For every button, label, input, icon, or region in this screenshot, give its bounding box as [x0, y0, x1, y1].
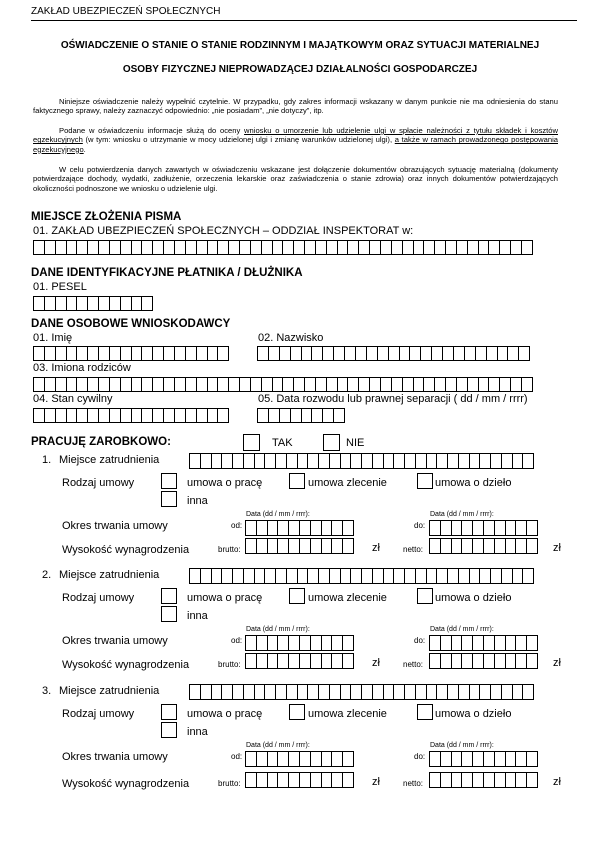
char-box[interactable] — [526, 520, 538, 536]
gross-currency: zł — [372, 657, 380, 669]
char-box[interactable] — [342, 653, 354, 669]
workplace-input[interactable] — [190, 568, 534, 584]
net-salary-input[interactable] — [430, 538, 538, 554]
contract-mandate-label: umowa zlecenie — [308, 708, 387, 720]
char-box[interactable] — [342, 520, 354, 536]
net-label: netto: — [403, 779, 424, 788]
contract-type-label: Rodzaj umowy — [62, 592, 135, 604]
contract-mandate-label: umowa zlecenie — [308, 477, 387, 489]
char-box[interactable] — [521, 240, 533, 255]
contract-mandate-label: umowa zlecenie — [308, 592, 387, 604]
date-from-label: od: — [231, 752, 243, 761]
pesel-label: 01. PESEL — [33, 281, 87, 293]
entry-number: 2. — [42, 569, 52, 581]
date-hint-to: Data (dd / mm / rrrr): — [430, 511, 494, 518]
char-box[interactable] — [342, 751, 354, 767]
salary-label: Wysokość wynagrodzenia — [62, 659, 190, 671]
gross-label: brutto: — [218, 545, 241, 554]
date-hint-to: Data (dd / mm / rrrr): — [430, 626, 494, 633]
entry-number: 1. — [42, 454, 52, 466]
char-box[interactable] — [526, 772, 538, 788]
salary-label: Wysokość wynagrodzenia — [62, 544, 190, 556]
char-box[interactable] — [521, 377, 533, 392]
date-from-input[interactable] — [246, 520, 354, 536]
intro-paragraph-2: Podane w oświadczeniu informacje służą do oceny wniosku o umorzenie lub udzielenie ulgi w spłacie należności z tytułu składek i kosztów egzekucyjnych (w tym: wniosku o utrzymanie w mocy udzielonej ulgi i zmianę warunków udzielonej ulgi), a także w ramach prowadzonego postępowania egzekucyjnego. — [33, 126, 558, 154]
employment-heading: PRACUJĘ ZAROBKOWO: — [31, 436, 171, 448]
net-currency: zł — [553, 657, 561, 669]
last-name-input[interactable] — [258, 346, 530, 361]
contract-specific-work-label: umowa o dzieło — [435, 592, 512, 604]
entry-number: 3. — [42, 685, 52, 697]
payer-section-heading: DANE IDENTYFIKACYJNE PŁATNIKA / DŁUŻNIKA — [31, 267, 303, 279]
date-to-input[interactable] — [430, 520, 538, 536]
contract-specific-work-checkbox[interactable] — [417, 473, 433, 489]
contract-other-checkbox[interactable] — [161, 491, 177, 507]
contract-employment-label: umowa o pracę — [187, 477, 263, 489]
place-section-heading: MIEJSCE ZŁOŻENIA PISMA — [31, 211, 182, 223]
char-box[interactable] — [522, 568, 534, 584]
char-box[interactable] — [217, 408, 229, 423]
contract-other-checkbox[interactable] — [161, 606, 177, 622]
date-hint-from: Data (dd / mm / rrrr): — [246, 742, 310, 749]
date-to-label: do: — [414, 521, 426, 530]
date-hint-from: Data (dd / mm / rrrr): — [246, 626, 310, 633]
header-divider — [31, 20, 577, 21]
inspectorate-label: 01. ZAKŁAD UBEZPIECZEŃ SPOŁECZNYCH – ODDZIAŁ INSPEKTORAT w: — [33, 225, 414, 237]
net-label: netto: — [403, 545, 424, 554]
contract-specific-work-label: umowa o dzieło — [435, 477, 512, 489]
contract-employment-label: umowa o pracę — [187, 592, 263, 604]
form-title-line2: OSOBY FIZYCZNEJ NIEPROWADZĄCEJ DZIAŁALNOŚCI GOSPODARCZEJ — [122, 64, 478, 75]
intro-paragraph-3: W celu potwierdzenia danych zawartych w oświadczeniu wskazane jest dołączenie dokumentów obrazujących sytuację materialną (dokumenty potwierdzające dochody, wydatki, zadłużenie, orzeczenia lekarskie oraz zaświadczenia o stanie zdrowia) oraz innych dokumentów potwierdzających okoliczności podnoszone we wniosku o udzielenie ulgi. — [33, 165, 558, 193]
salary-label: Wysokość wynagrodzenia — [62, 778, 190, 790]
date-hint-from: Data (dd / mm / rrrr): — [246, 511, 310, 518]
contract-employment-label: umowa o pracę — [187, 708, 263, 720]
char-box[interactable] — [526, 751, 538, 767]
contract-specific-work-checkbox[interactable] — [417, 704, 433, 720]
contract-type-label: Rodzaj umowy — [62, 477, 135, 489]
char-box[interactable] — [522, 684, 534, 700]
contract-other-label: inna — [187, 726, 208, 738]
gross-salary-input[interactable] — [246, 538, 354, 554]
char-box[interactable] — [217, 346, 229, 361]
date-to-label: do: — [414, 752, 426, 761]
contract-specific-work-checkbox[interactable] — [417, 588, 433, 604]
contract-other-label: inna — [187, 610, 208, 622]
gross-salary-input[interactable] — [246, 653, 354, 669]
civil-status-input[interactable] — [34, 408, 229, 423]
net-currency: zł — [553, 776, 561, 788]
employed-yes-label: TAK — [272, 437, 293, 449]
contract-other-label: inna — [187, 495, 208, 507]
net-label: netto: — [403, 660, 424, 669]
first-name-label: 01. Imię — [33, 332, 73, 344]
contract-employment-checkbox[interactable] — [161, 704, 177, 720]
workplace-label: Miejsce zatrudnienia — [59, 569, 160, 581]
gross-label: brutto: — [218, 779, 241, 788]
institution-header: ZAKŁAD UBEZPIECZEŃ SPOŁECZNYCH — [31, 6, 221, 17]
net-currency: zł — [553, 542, 561, 554]
char-box[interactable] — [141, 296, 153, 311]
contract-employment-checkbox[interactable] — [161, 473, 177, 489]
workplace-label: Miejsce zatrudnienia — [59, 685, 160, 697]
char-box[interactable] — [526, 635, 538, 651]
net-salary-input[interactable] — [430, 772, 538, 788]
char-box[interactable] — [342, 538, 354, 554]
date-from-input[interactable] — [246, 635, 354, 651]
contract-period-label: Okres trwania umowy — [62, 751, 168, 763]
parents-names-input[interactable] — [34, 377, 533, 392]
char-box[interactable] — [342, 635, 354, 651]
divorce-date-input[interactable] — [258, 408, 345, 423]
employed-no-checkbox[interactable] — [323, 434, 340, 451]
date-to-input[interactable] — [430, 751, 538, 767]
date-from-input[interactable] — [246, 751, 354, 767]
char-box[interactable] — [333, 408, 345, 423]
char-box[interactable] — [518, 346, 530, 361]
gross-currency: zł — [372, 776, 380, 788]
date-to-input[interactable] — [430, 635, 538, 651]
parents-names-label: 03. Imiona rodziców — [33, 362, 131, 374]
contract-other-checkbox[interactable] — [161, 722, 177, 738]
date-hint-to: Data (dd / mm / rrrr): — [430, 742, 494, 749]
contract-mandate-checkbox[interactable] — [289, 588, 305, 604]
contract-mandate-checkbox[interactable] — [289, 473, 305, 489]
divorce-date-label: 05. Data rozwodu lub prawnej separacji ( dd / mm / rrrr) — [258, 393, 528, 405]
intro-paragraph-1: Niniejsze oświadczenie należy wypełnić czytelnie. W przypadku, gdy zakres informacji wskazany w danym punkcie nie ma odniesienia do stanu faktycznego sprawy, należy zaznaczyć odpowiednio: „nie posiadam”, „nie dotyczy”, itp. — [33, 97, 558, 116]
last-name-label: 02. Nazwisko — [258, 332, 324, 344]
inspectorate-input[interactable] — [34, 240, 533, 255]
contract-period-label: Okres trwania umowy — [62, 520, 168, 532]
form-title-line1: OŚWIADCZENIE O STANIE O STANIE RODZINNYM I MAJĄTKOWYM ORAZ SYTUACJI MATERIALNEJ — [60, 40, 540, 51]
char-box[interactable] — [526, 538, 538, 554]
employed-no-label: NIE — [346, 437, 365, 449]
net-salary-input[interactable] — [430, 653, 538, 669]
gross-currency: zł — [372, 542, 380, 554]
contract-type-label: Rodzaj umowy — [62, 708, 135, 720]
gross-salary-input[interactable] — [246, 772, 354, 788]
first-name-input[interactable] — [34, 346, 229, 361]
char-box[interactable] — [526, 653, 538, 669]
pesel-input[interactable] — [34, 296, 153, 311]
workplace-input[interactable] — [190, 684, 534, 700]
employed-yes-checkbox[interactable] — [243, 434, 260, 451]
date-from-label: od: — [231, 521, 243, 530]
workplace-label: Miejsce zatrudnienia — [59, 454, 160, 466]
char-box[interactable] — [522, 453, 534, 469]
contract-period-label: Okres trwania umowy — [62, 635, 168, 647]
char-box[interactable] — [342, 772, 354, 788]
applicant-section-heading: DANE OSOBOWE WNIOSKODAWCY — [31, 318, 231, 330]
gross-label: brutto: — [218, 660, 241, 669]
civil-status-label: 04. Stan cywilny — [33, 393, 113, 405]
date-from-label: od: — [231, 636, 243, 645]
contract-specific-work-label: umowa o dzieło — [435, 708, 512, 720]
contract-employment-checkbox[interactable] — [161, 588, 177, 604]
contract-mandate-checkbox[interactable] — [289, 704, 305, 720]
workplace-input[interactable] — [190, 453, 534, 469]
date-to-label: do: — [414, 636, 426, 645]
